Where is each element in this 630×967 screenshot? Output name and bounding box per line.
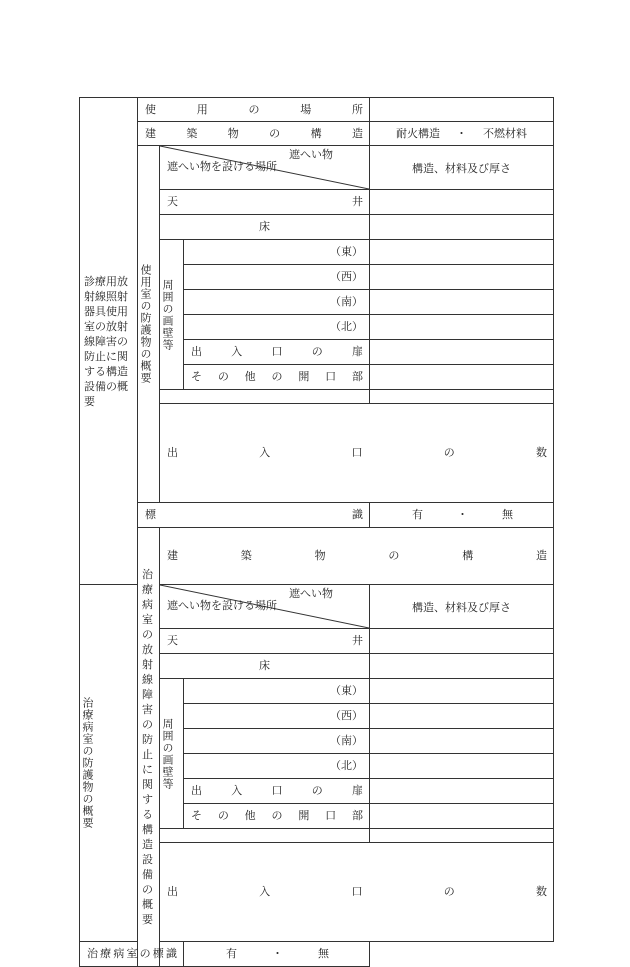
- no-option-2[interactable]: 無: [318, 947, 329, 960]
- label-char: 開: [298, 370, 310, 383]
- place-value-cell[interactable]: [370, 98, 554, 122]
- label-char: 造: [535, 549, 547, 562]
- shield-top-label: 遮へい物: [289, 148, 333, 161]
- label-char: 入: [231, 345, 243, 358]
- facility-form-table: [79, 97, 554, 967]
- label-char: 物: [314, 549, 326, 562]
- label-char: 所: [352, 102, 363, 116]
- label-char: 天: [167, 195, 178, 208]
- south-label-2: （南）: [184, 729, 370, 754]
- label-char: 識: [165, 947, 177, 960]
- door-value-cell[interactable]: [370, 340, 554, 365]
- label-char: の: [271, 809, 283, 822]
- label-char: の: [311, 784, 323, 797]
- ceiling-value-cell[interactable]: [370, 190, 554, 215]
- label-char: 出: [191, 784, 202, 797]
- label-char: 数: [536, 885, 547, 898]
- label-char: 口: [325, 809, 337, 822]
- sign-label-2: [80, 942, 184, 967]
- label-char: 病: [113, 947, 125, 960]
- label-char: 入: [259, 885, 271, 898]
- west-value-cell[interactable]: [370, 265, 554, 290]
- label-char: 物: [227, 126, 239, 140]
- label-char: 場: [300, 102, 312, 116]
- floor-label-2: 床: [160, 654, 370, 679]
- south-value-cell-2[interactable]: [370, 729, 554, 754]
- protect-group-label-2: 治療病室の防護物の概要: [80, 585, 138, 942]
- label-char: 構: [462, 549, 474, 562]
- door-value-cell-2[interactable]: [370, 779, 554, 804]
- shield-bottom-label: 遮へい物を設ける場所: [167, 160, 277, 173]
- label-char: 口: [351, 446, 363, 459]
- north-label-2: （北）: [184, 754, 370, 779]
- door-label: [184, 340, 370, 365]
- west-label: （西）: [184, 265, 370, 290]
- fire-structure-text: 耐火構造: [396, 126, 440, 140]
- walls-group-label-2: 周囲の画壁等: [160, 679, 184, 829]
- fire-material-text: 不燃材料: [483, 126, 527, 140]
- no-option[interactable]: 無: [502, 508, 513, 521]
- label-char: 数: [536, 446, 547, 459]
- label-char: 口: [271, 784, 283, 797]
- label-char: の: [248, 102, 260, 116]
- label-char: 用: [196, 102, 208, 116]
- floor-label: 床: [160, 215, 370, 240]
- label-char: 開: [298, 809, 310, 822]
- label-char: 出: [167, 446, 178, 459]
- label-char: の: [217, 370, 229, 383]
- east-value-cell-2[interactable]: [370, 679, 554, 704]
- label-char: の: [269, 126, 281, 140]
- south-label: （南）: [184, 290, 370, 315]
- label-char: 部: [351, 809, 363, 822]
- protect-group-bottom-value: [370, 390, 554, 404]
- east-label-2: （東）: [184, 679, 370, 704]
- label-char: 扉: [352, 345, 363, 358]
- label-char: の: [388, 549, 400, 562]
- ceiling-label: [160, 190, 370, 215]
- shield-top-label-2: 遮へい物: [289, 587, 333, 600]
- sign-value-cell[interactable]: [370, 503, 554, 528]
- exit-count-label: [160, 404, 554, 503]
- label-char: 天: [167, 634, 178, 647]
- yes-option[interactable]: 有: [412, 508, 423, 521]
- label-char: 使: [145, 102, 156, 116]
- label-char: の: [139, 947, 151, 960]
- label-char: 井: [352, 195, 363, 208]
- protect-group-label: 使用室の防護物の概要: [138, 146, 160, 503]
- south-value-cell[interactable]: [370, 290, 554, 315]
- north-value-cell-2[interactable]: [370, 754, 554, 779]
- label-char: そ: [191, 370, 202, 383]
- east-label: （東）: [184, 240, 370, 265]
- label-char: 扉: [352, 784, 363, 797]
- fire-sep: ・: [456, 126, 467, 140]
- west-value-cell-2[interactable]: [370, 704, 554, 729]
- label-char: 標: [152, 947, 164, 960]
- structure-label: [138, 122, 370, 146]
- label-char: 建: [145, 126, 156, 140]
- label-char: 入: [231, 784, 243, 797]
- walls-group-label: 周囲の画壁等: [160, 240, 184, 390]
- protect-group-bottom-gap-2: [160, 829, 370, 843]
- label-char: 識: [352, 508, 363, 521]
- label-char: の: [271, 370, 283, 383]
- north-value-cell[interactable]: [370, 315, 554, 340]
- place-label: [138, 98, 370, 122]
- protect-group-bottom-gap: [160, 390, 370, 404]
- other-opening-label: [184, 365, 370, 390]
- east-value-cell[interactable]: [370, 240, 554, 265]
- other-opening-value-cell[interactable]: [370, 365, 554, 390]
- label-char: 他: [244, 809, 256, 822]
- shield-diagonal-header: [160, 146, 370, 190]
- label-char: 他: [244, 370, 256, 383]
- shield-value-header: 構造、材料及び厚さ: [370, 146, 554, 190]
- other-opening-label-2: [184, 804, 370, 829]
- yes-no-sep: ・: [457, 508, 468, 521]
- other-opening-value-cell-2[interactable]: [370, 804, 554, 829]
- label-char: の: [443, 885, 455, 898]
- door-label-2: [184, 779, 370, 804]
- label-char: 標: [145, 508, 156, 521]
- section2-title: 治療病室の放射線障害の防止に関する構造設備の概要: [138, 528, 160, 967]
- label-char: 構: [310, 126, 322, 140]
- exit-count-label-2: [160, 843, 554, 942]
- label-char: 井: [352, 634, 363, 647]
- shield-diagonal-header-2: [160, 585, 370, 629]
- yes-no-sep-2: ・: [272, 947, 283, 960]
- label-char: 築: [186, 126, 198, 140]
- label-char: 出: [191, 345, 202, 358]
- floor-value-cell-2[interactable]: [370, 654, 554, 679]
- section1-title: 診療用放射線照射器具使用室の放射線障害の防止に関する構造設備の概要: [80, 98, 138, 585]
- label-char: の: [443, 446, 455, 459]
- label-char: そ: [191, 809, 202, 822]
- protect-group-bottom-value-2: [370, 829, 554, 843]
- yes-option-2[interactable]: 有: [226, 947, 237, 960]
- sign-label: [138, 503, 370, 528]
- label-char: 築: [240, 549, 252, 562]
- label-char: 造: [351, 126, 363, 140]
- ceiling-label-2: [160, 629, 370, 654]
- label-char: 室: [126, 947, 138, 960]
- structure-label-2: [160, 528, 554, 585]
- floor-value-cell[interactable]: [370, 215, 554, 240]
- sign-value-cell-2[interactable]: [184, 942, 370, 967]
- label-char: 入: [259, 446, 271, 459]
- label-char: 治: [87, 947, 98, 960]
- label-char: 口: [325, 370, 337, 383]
- label-char: 部: [351, 370, 363, 383]
- label-char: 口: [271, 345, 283, 358]
- structure-value-cell[interactable]: [370, 122, 554, 146]
- west-label-2: （西）: [184, 704, 370, 729]
- label-char: 建: [167, 549, 178, 562]
- north-label: （北）: [184, 315, 370, 340]
- label-char: 出: [167, 885, 178, 898]
- label-char: 口: [351, 885, 363, 898]
- ceiling-value-cell-2[interactable]: [370, 629, 554, 654]
- label-char: の: [311, 345, 323, 358]
- label-char: 療: [100, 947, 112, 960]
- label-char: の: [217, 809, 229, 822]
- shield-value-header-2: 構造、材料及び厚さ: [370, 585, 554, 629]
- shield-bottom-label-2: 遮へい物を設ける場所: [167, 599, 277, 612]
